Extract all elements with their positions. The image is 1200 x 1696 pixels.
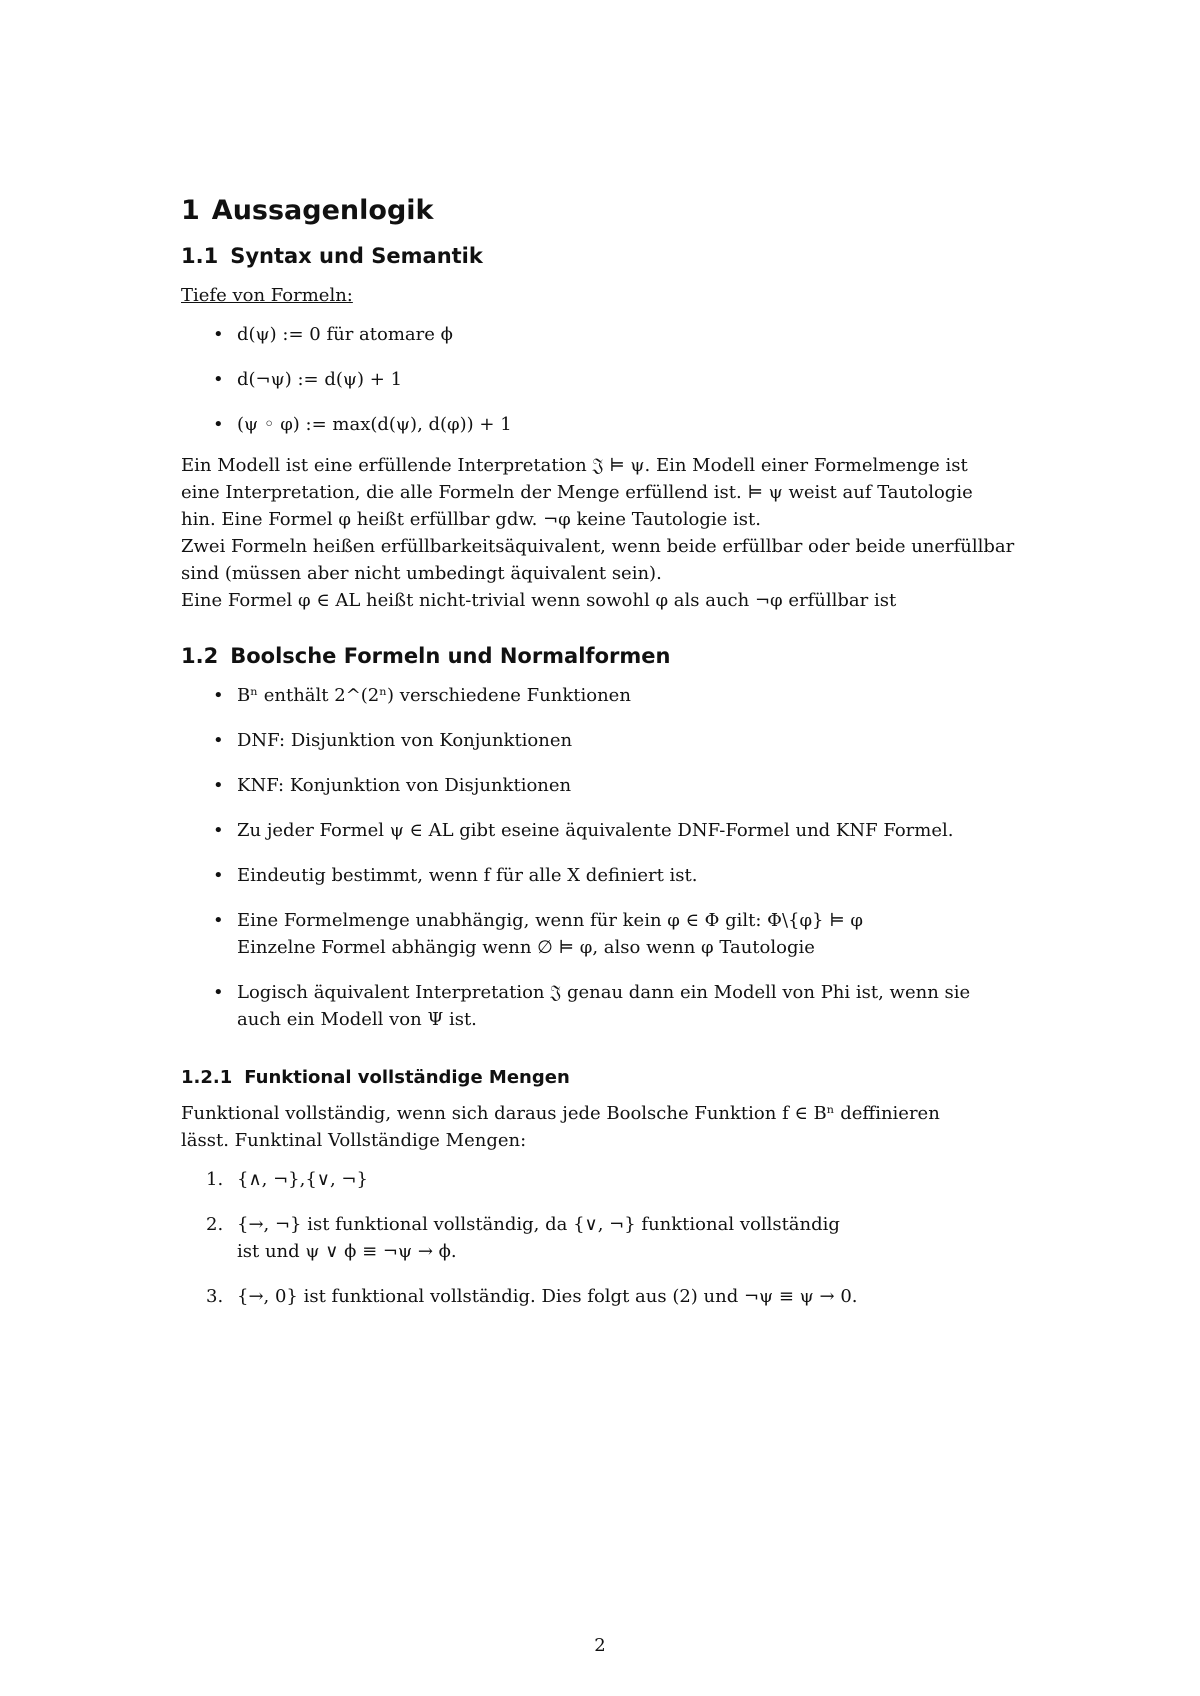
paragraph-line: eine Interpretation, die alle Formeln der Menge erfüllend ist. ⊨ ψ weist auf Tautologie <box>181 482 973 503</box>
subsection-heading-1-2 <box>181 644 1027 668</box>
subsubsection-heading-1-2-1 <box>181 1067 1027 1088</box>
list-item-text: Zu jeder Formel ψ ∈ AL gibt eseine äquivalente DNF-Formel und KNF Formel. <box>237 820 954 841</box>
paragraph-line: sind (müssen aber nicht umbedingt äquivalent sein). <box>181 563 662 584</box>
list-item-text: Einzelne Formel abhängig wenn ∅ ⊨ φ, also wenn φ Tautologie <box>237 937 815 958</box>
list-item <box>181 682 1027 709</box>
list-item-text: {→, 0} ist funktional vollständig. Dies folgt aus (2) und ¬ψ ≡ ψ → 0. <box>237 1286 858 1307</box>
list-item <box>181 907 1027 961</box>
list-item <box>181 772 1027 799</box>
list-item: • (ψ ◦ φ) := max(d(ψ), d(φ)) + 1 <box>181 411 1027 438</box>
subsection-heading-1-1 <box>181 244 1027 268</box>
list-item-text: ist und ψ ∨ ϕ ≡ ¬ψ → ϕ. <box>237 1241 457 1262</box>
subsubsection-title: Funktional vollständige Mengen <box>244 1067 570 1088</box>
list-item-text: {∧, ¬},{∨, ¬} <box>237 1169 368 1190</box>
list-item <box>181 727 1027 754</box>
section-title: Aussagenlogik <box>211 195 434 226</box>
subsection-title: Boolsche Formeln und Normalformen <box>230 644 671 668</box>
list-item-text: Logisch äquivalent Interpretation 𝔍 genau dann ein Modell von Phi ist, wenn sie <box>237 982 971 1003</box>
list-item: • d(¬ψ) := d(ψ) + 1 <box>181 366 1027 393</box>
list-item-text: KNF: Konjunktion von Disjunktionen <box>237 775 572 796</box>
paragraph-line: Zwei Formeln heißen erfüllbarkeitsäquivalent, wenn beide erfüllbar oder beide unerfüllbar <box>181 536 1015 557</box>
document-page <box>181 195 1027 1324</box>
functional-paragraph <box>181 1100 1027 1154</box>
list-item-text: Eindeutig bestimmt, wenn f für alle X definiert ist. <box>237 865 698 886</box>
paragraph-line: Eine Formel φ ∈ AL heißt nicht-trivial wenn sowohl φ als auch ¬φ erfüllbar ist <box>181 590 897 611</box>
depth-list <box>181 321 1027 438</box>
section-number: 1 <box>181 195 200 226</box>
list-item-text: {→, ¬} ist funktional vollständig, da {∨, ¬} funktional vollständig <box>237 1214 840 1235</box>
depth-intro: Tiefe von Formeln: <box>181 285 353 306</box>
subsubsection-number: 1.2.1 <box>181 1067 233 1088</box>
normal-forms-list <box>181 682 1027 1033</box>
paragraph-line: Ein Modell ist eine erfüllende Interpretation 𝔍 ⊨ ψ. Ein Modell einer Formelmenge ist <box>181 455 968 476</box>
subsection-number: 1.2 <box>181 644 219 668</box>
subsection-number: 1.1 <box>181 244 219 268</box>
list-item <box>181 1166 1027 1193</box>
complete-sets-list <box>181 1166 1027 1310</box>
list-item-text: Eine Formelmenge unabhängig, wenn für kein φ ∈ Φ gilt: Φ\{φ} ⊨ φ <box>237 910 864 931</box>
list-item <box>181 862 1027 889</box>
list-number: 2. <box>206 1214 224 1235</box>
list-item <box>181 979 1027 1033</box>
subsection-title: Syntax und Semantik <box>230 244 483 268</box>
section-heading-1 <box>181 195 1027 226</box>
list-number: 1. <box>206 1169 224 1190</box>
paragraph-line: lässt. Funktinal Vollständige Mengen: <box>181 1130 527 1151</box>
list-item <box>181 1283 1027 1310</box>
list-item-text: auch ein Modell von Ψ ist. <box>237 1009 477 1030</box>
list-item <box>181 1211 1027 1265</box>
list-item-text: DNF: Disjunktion von Konjunktionen <box>237 730 573 751</box>
paragraph-line: Funktional vollständig, wenn sich daraus jede Boolsche Funktion f ∈ Bⁿ deffinieren <box>181 1103 940 1124</box>
list-item: • d(ψ) := 0 für atomare ϕ <box>181 321 1027 348</box>
model-paragraph <box>181 452 1027 614</box>
list-item-text: Bⁿ enthält 2^(2ⁿ) verschiedene Funktionen <box>237 685 631 706</box>
page-number: 2 <box>594 1635 606 1656</box>
paragraph-line: hin. Eine Formel φ heißt erfüllbar gdw. ¬φ keine Tautologie ist. <box>181 509 761 530</box>
list-item <box>181 817 1027 844</box>
list-number: 3. <box>206 1286 224 1307</box>
